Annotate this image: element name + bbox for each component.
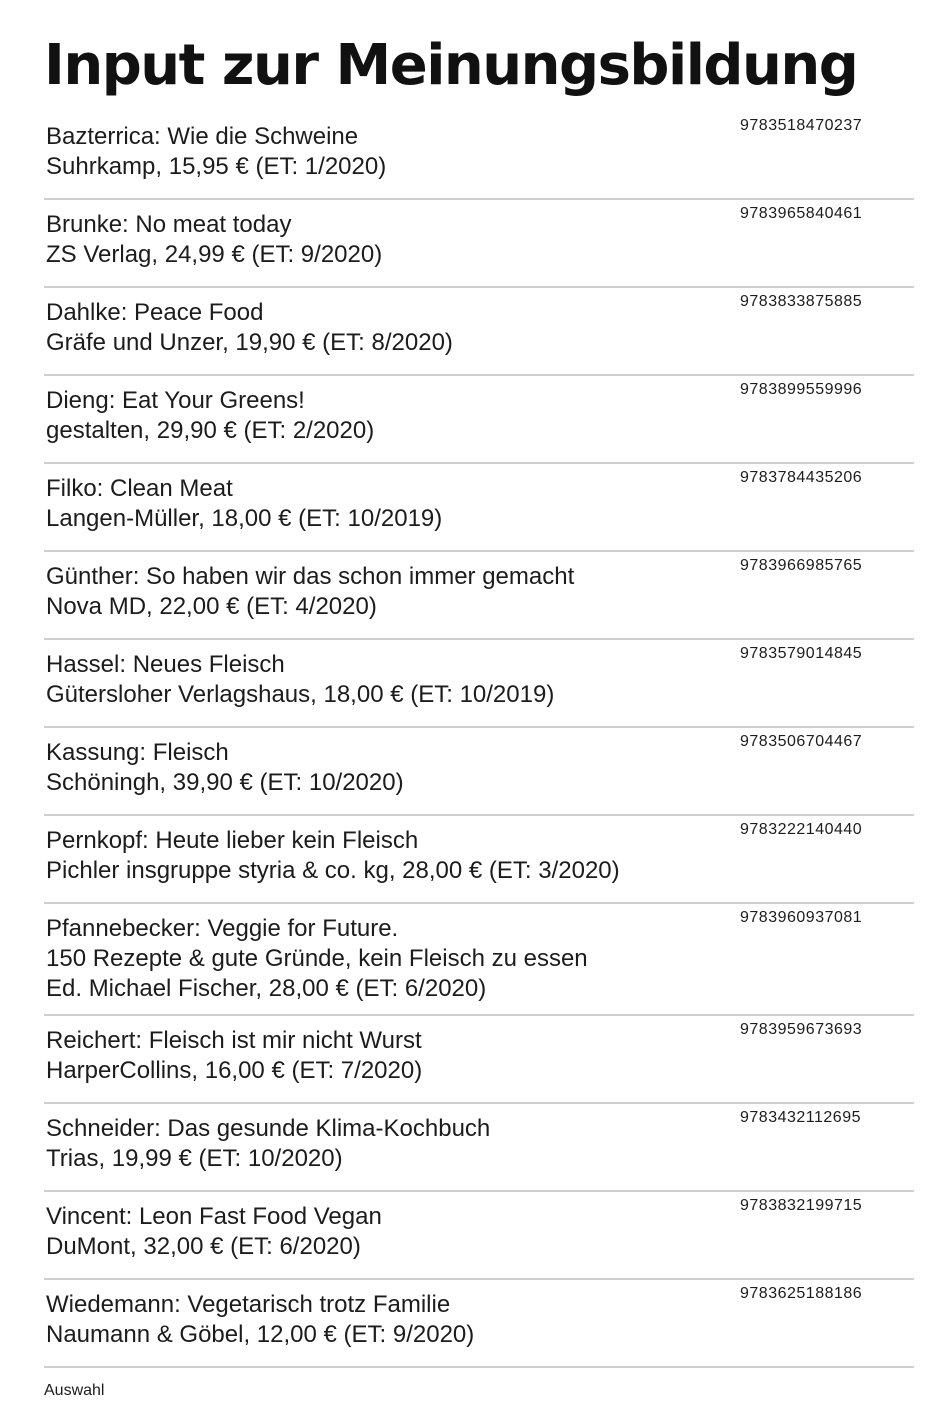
book-isbn: 9783784435206 [740, 469, 863, 486]
book-author-title: Dieng: Eat Your Greens! [46, 387, 305, 414]
book-isbn: 9783506704467 [740, 733, 863, 750]
book-isbn: 9783899559996 [740, 381, 863, 398]
book-info [44, 376, 726, 446]
book-publisher-price: Schöningh, 39,90 € (ET: 10/2020) [46, 769, 404, 796]
book-publisher-price: Ed. Michael Fischer, 28,00 € (ET: 6/2020) [46, 975, 487, 1002]
book-isbn: 9783966985765 [740, 557, 863, 574]
list-item [44, 1104, 914, 1192]
book-publisher-price: Trias, 19,99 € (ET: 10/2020) [46, 1145, 343, 1172]
book-author-title: Pernkopf: Heute lieber kein Fleisch [46, 827, 419, 854]
book-isbn: 9783625188186 [740, 1285, 863, 1302]
book-isbn: 9783222140440 [740, 821, 863, 838]
book-author-title: Reichert: Fleisch ist mir nicht Wurst [46, 1027, 422, 1054]
footer-note: Auswahl [44, 1382, 105, 1399]
book-isbn: 9783432112695 [740, 1109, 861, 1126]
book-publisher-price: HarperCollins, 16,00 € (ET: 7/2020) [46, 1057, 423, 1084]
list-item [44, 816, 914, 904]
list-item [44, 464, 914, 552]
book-author-title: Vincent: Leon Fast Food Vegan [46, 1203, 382, 1230]
book-info [44, 728, 726, 798]
list-item [44, 1016, 914, 1104]
list-item [44, 376, 914, 464]
book-isbn: 9783833875885 [740, 293, 863, 310]
book-author-title: Schneider: Das gesunde Klima-Kochbuch [46, 1115, 491, 1142]
book-info [44, 816, 726, 886]
book-info [44, 1016, 726, 1086]
book-publisher-price: Pichler insgruppe styria & co. kg, 28,00 € (ET: 3/2020) [46, 857, 620, 884]
book-publisher-price: gestalten, 29,90 € (ET: 2/2020) [46, 417, 375, 444]
book-info [44, 1104, 726, 1174]
page-title: Input zur Meinungsbildung [44, 33, 858, 98]
book-author-title: Günther: So haben wir das schon immer gemacht [46, 563, 575, 590]
list-item [44, 1280, 914, 1368]
book-author-title: Dahlke: Peace Food [46, 299, 264, 326]
list-item [44, 552, 914, 640]
book-info [44, 552, 726, 622]
book-author-title: Wiedemann: Vegetarisch trotz Familie [46, 1291, 451, 1318]
book-isbn: 9783518470237 [740, 117, 863, 134]
book-publisher-price: Suhrkamp, 15,95 € (ET: 1/2020) [46, 153, 387, 180]
book-publisher-price: Gütersloher Verlagshaus, 18,00 € (ET: 10/2019) [46, 681, 555, 708]
book-info [44, 464, 726, 534]
list-item [44, 640, 914, 728]
book-publisher-price: Gräfe und Unzer, 19,90 € (ET: 8/2020) [46, 329, 453, 356]
book-list [44, 112, 914, 1368]
book-publisher-price: DuMont, 32,00 € (ET: 6/2020) [46, 1233, 361, 1260]
book-isbn: 9783579014845 [740, 645, 863, 662]
list-item [44, 200, 914, 288]
book-isbn: 9783959673693 [740, 1021, 863, 1038]
book-info [44, 1192, 726, 1262]
list-item [44, 1192, 914, 1280]
book-author-title: Hassel: Neues Fleisch [46, 651, 285, 678]
book-publisher-price: Nova MD, 22,00 € (ET: 4/2020) [46, 593, 377, 620]
book-isbn: 9783960937081 [740, 909, 863, 926]
book-info [44, 1280, 726, 1350]
book-author-title: Kassung: Fleisch [46, 739, 229, 766]
book-subtitle: 150 Rezepte & gute Gründe, kein Fleisch zu essen [46, 945, 588, 972]
book-isbn: 9783965840461 [740, 205, 863, 222]
list-item [44, 904, 914, 1016]
book-publisher-price: ZS Verlag, 24,99 € (ET: 9/2020) [46, 241, 383, 268]
list-item [44, 288, 914, 376]
list-item [44, 728, 914, 816]
book-info [44, 288, 726, 358]
book-info [44, 904, 726, 1004]
book-info [44, 200, 726, 270]
book-info [44, 640, 726, 710]
book-author-title: Filko: Clean Meat [46, 475, 233, 502]
book-publisher-price: Langen-Müller, 18,00 € (ET: 10/2019) [46, 505, 443, 532]
list-item [44, 112, 914, 200]
book-info [44, 112, 726, 182]
book-author-title: Bazterrica: Wie die Schweine [46, 123, 359, 150]
book-isbn: 9783832199715 [740, 1197, 863, 1214]
book-publisher-price: Naumann & Göbel, 12,00 € (ET: 9/2020) [46, 1321, 475, 1348]
book-author-title: Brunke: No meat today [46, 211, 292, 238]
book-author-title: Pfannebecker: Veggie for Future. [46, 915, 399, 942]
